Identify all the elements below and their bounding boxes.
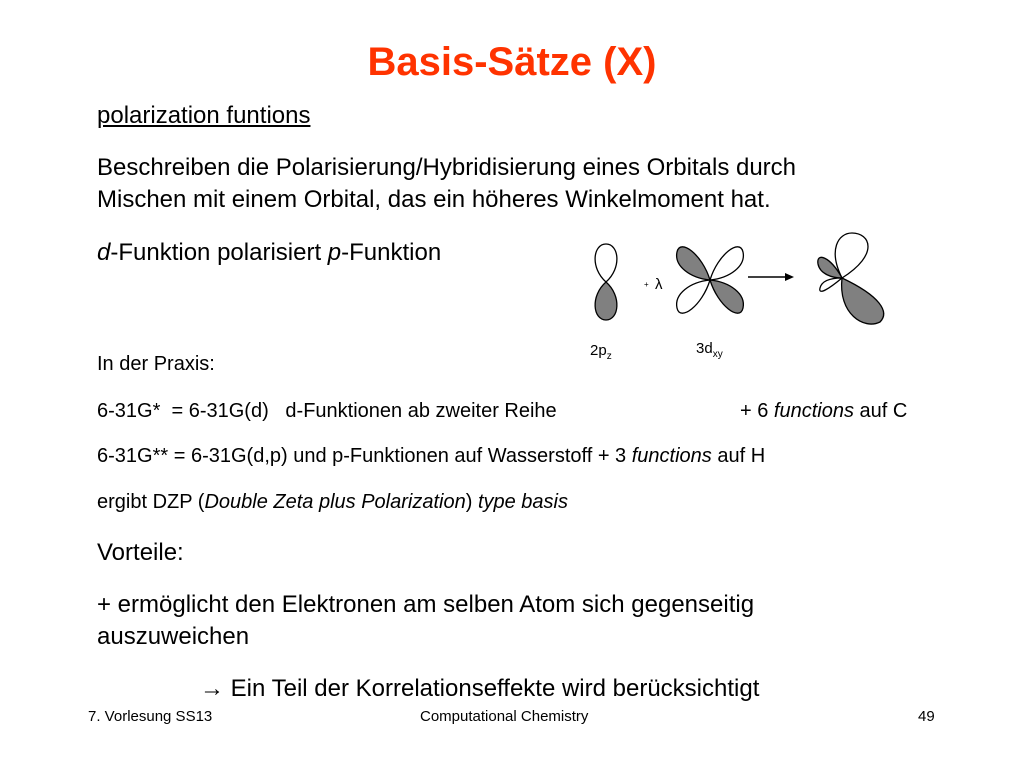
- statement-text-2: -Funktion: [341, 239, 442, 266]
- plus-sign: +: [644, 280, 649, 289]
- praxis-line-3: ergibt DZP (Double Zeta plus Polarization) type basis: [97, 491, 568, 513]
- polarization-statement: [97, 237, 441, 269]
- statement-text-1: -Funktion polarisiert: [110, 239, 328, 266]
- d-letter: d: [97, 239, 111, 266]
- orbital-diagram: [580, 230, 900, 370]
- d-orbital-icon: [677, 247, 744, 313]
- label-2pz: $2p_z$: [590, 342, 612, 362]
- right-arrow-icon: →: [200, 675, 224, 702]
- advantages-heading: Vorteile:: [97, 539, 184, 566]
- praxis-line-1-right: + 6 functions auf C: [740, 400, 908, 422]
- slide-title: Basis-Sätze (X): [367, 40, 657, 84]
- description-line-1: Beschreiben die Polarisierung/Hybridisierung eines Orbitals durch: [97, 154, 797, 181]
- p-letter: p: [327, 239, 342, 266]
- footer-lecture: 7. Vorlesung SS13: [88, 708, 213, 725]
- advantage-line-2: auszuweichen: [97, 623, 250, 650]
- lambda-symbol: λ: [655, 276, 663, 293]
- footer-course: Computational Chemistry: [420, 708, 589, 725]
- consequence-line: → Ein Teil der Korrelationseffekte wird berücksichtigt: [200, 675, 760, 702]
- reaction-arrow-icon: [748, 273, 794, 281]
- praxis-line-2: 6-31G** = 6-31G(d,p) und p-Funktionen auf Wasserstoff + 3 functions auf H: [97, 445, 766, 467]
- label-3dxy: $3d_{xy}$: [696, 340, 723, 360]
- praxis-line-1: 6-31G* = 6-31G(d) d-Funktionen ab zweiter Reihe: [97, 400, 557, 422]
- p-orbital-icon: [595, 244, 617, 320]
- page-number: 49: [918, 708, 935, 725]
- section-heading: polarization funtions: [97, 102, 311, 129]
- advantage-line-1: + ermöglicht den Elektronen am selben Atom sich gegenseitig: [97, 591, 755, 618]
- description-line-2: Mischen mit einem Orbital, das ein höheres Winkelmoment hat.: [97, 186, 771, 213]
- praxis-heading: In der Praxis:: [97, 353, 215, 375]
- hybrid-orbital-icon: [818, 233, 884, 324]
